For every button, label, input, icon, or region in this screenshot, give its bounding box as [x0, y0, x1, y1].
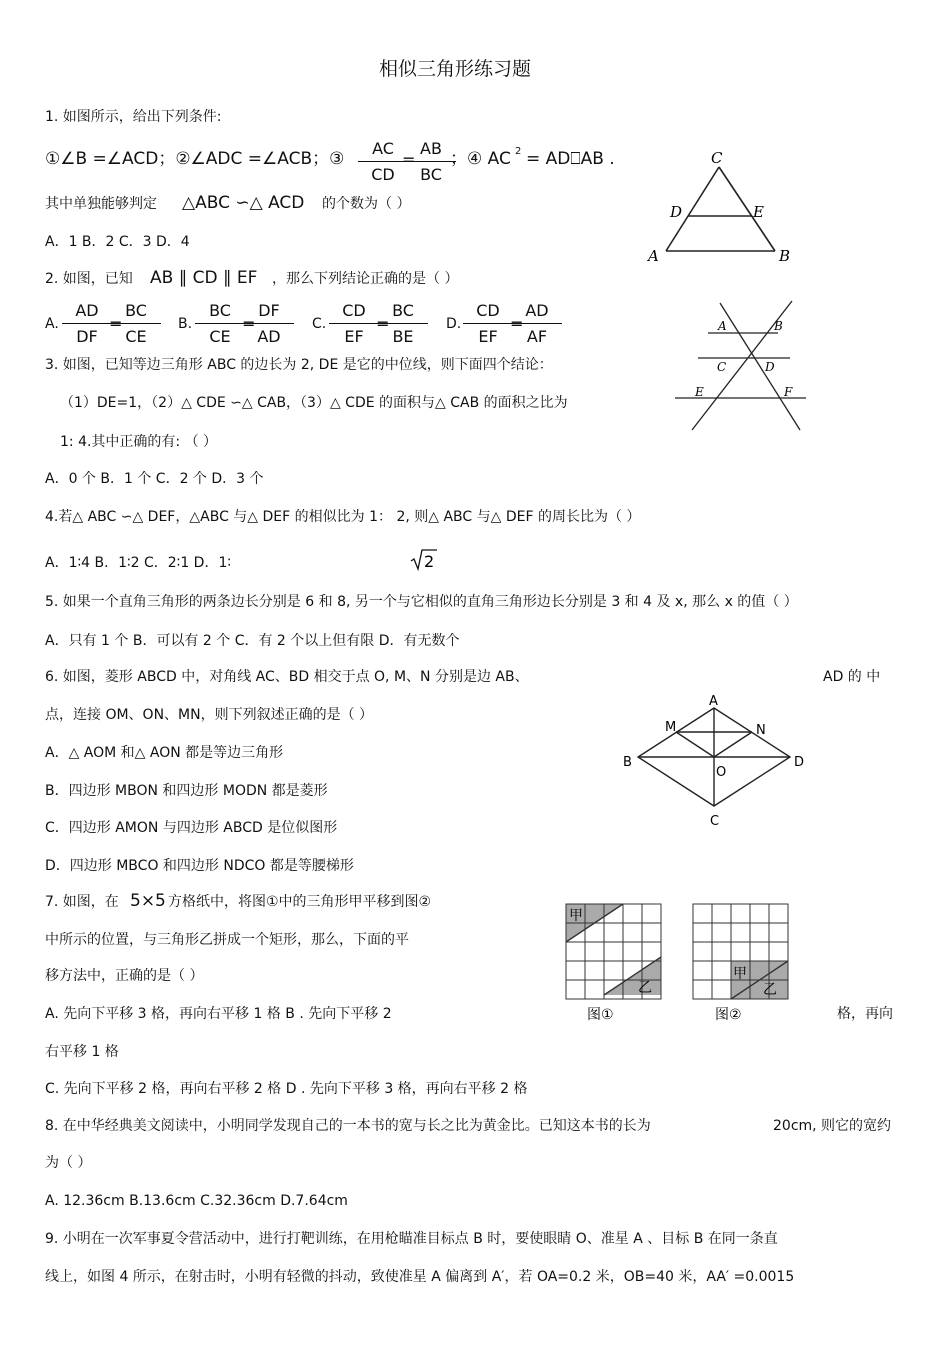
q1-conditions: ①∠B =∠ACD；②∠ADC =∠ACB；③: [45, 149, 345, 169]
fig1-label-d: D: [670, 203, 683, 221]
fig3-label-d: D: [794, 755, 805, 770]
fig2-label-a: A: [718, 319, 727, 333]
q3-options: A．0 个 B．1 个 C．2 个 D．3 个: [45, 471, 264, 487]
q3-stem: 3. 如图，已知等边三角形 ABC 的边长为 2, DE 是它的中位线，则下面四个结论：: [45, 357, 553, 373]
q6-line2: 点，连接 OM、ON、MN，则下列叙述正确的是（ ）: [45, 707, 374, 723]
q5-options: A．只有 1 个 B．可以有 2 个 C．有 2 个以上但有限 D．有无数个: [45, 633, 460, 649]
q3-line2: （1）DE=1，（2）△ CDE ∽△ CAB，（3）△ CDE 的面积与△ CAB 的面积之比为: [60, 395, 568, 411]
fig1-label-a: A: [648, 247, 659, 265]
caption-figure-1: 图①: [587, 1007, 614, 1023]
q7-option-b-line2: 右平移 1 格: [45, 1044, 119, 1060]
q2-option-d-label: D.: [446, 316, 462, 332]
q1-question-b: △ABC ∽△ ACD: [182, 193, 305, 213]
q8-options: A. 12.36cm B.13.6cm C.32.36cm D.7.64cm: [45, 1193, 348, 1209]
figure-parallel-lines: [670, 298, 810, 433]
q4-options: A．1∶4 B．1∶2 C．2∶1 D．1∶: [45, 555, 232, 571]
q7-line3: 移方法中，正确的是（ ）: [45, 968, 204, 984]
q2-b-frac2: $\frac{DF}{AD}$: [244, 301, 294, 347]
q7-line2: 中所示的位置，与三角形乙拼成一个矩形，那么，下面的平: [45, 932, 409, 948]
fig3-label-o: O: [716, 765, 727, 780]
fig1-label-e: E: [753, 203, 764, 221]
q8-length-value: 20cm, 则它的宽约: [773, 1118, 892, 1134]
figure-rhombus-abcd: [620, 690, 820, 835]
q9-stem: 9. 小明在一次军事夏令营活动中，进行打靶训练，在用枪瞄准目标点 B 时，要使眼睛 O、准星 A 、目标 B 在同一条直: [45, 1231, 778, 1247]
q9-line2: 线上，如图 4 所示，在射击时，小明有轻微的抖动，致使准星 A 偏离到 A′，若 OA=0.2 米，OB=40 米，AA′ =0.0015: [45, 1269, 795, 1285]
q7-grid-size: 5×5: [130, 891, 166, 911]
q2-option-c-label: C.: [312, 316, 327, 332]
grid1-jia: 甲: [569, 908, 583, 924]
figure-triangle-ade: [640, 145, 800, 270]
fig2-label-c: C: [717, 360, 727, 374]
fig2-label-d: D: [765, 360, 775, 374]
q1-stem: 1. 如图所示，给出下列条件:: [45, 109, 222, 125]
q2-stem-c: ，那么下列结论正确的是（ ）: [272, 271, 459, 287]
fig1-label-c: C: [711, 149, 723, 167]
q6-option-d: D．四边形 MBCO 和四边形 NDCO 都是等腰梯形: [45, 858, 354, 874]
caption-figure-2: 图②: [715, 1007, 742, 1023]
q5-stem: 5. 如果一个直角三角形的两条边长分别是 6 和 8, 另一个与它相似的直角三角形边长分别是 3 和 4 及 x, 那么 x 的值（ ）: [45, 594, 798, 610]
q6-stem-b: AD 的 中: [823, 669, 881, 685]
q6-option-a: A．△ AOM 和△ AON 都是等边三角形: [45, 745, 284, 761]
sqrt-symbol: [410, 548, 438, 572]
q1-fraction-ac-cd: $\frac{AC}{CD}$: [358, 139, 408, 185]
grid1-yi: 乙: [638, 980, 652, 996]
fig2-label-f: F: [784, 385, 793, 399]
q2-c-frac2: $\frac{BC}{BE}$: [378, 301, 428, 347]
q2-option-a-label: A.: [45, 316, 59, 332]
q1-superscript: 2: [515, 146, 522, 157]
q7-option-b-tail: 格，再向: [837, 1006, 893, 1022]
q1-condition4b: = AD⎕AB .: [526, 149, 615, 169]
q8-stem: 8. 在中华经典美文阅读中，小明同学发现自己的一本书的宽与长之比为黄金比。已知这本书的长为: [45, 1118, 651, 1134]
q2-b-frac1: $\frac{BC}{CE}$: [195, 301, 245, 347]
q2-c-frac1: $\frac{CD}{EF}$: [329, 301, 379, 347]
q1-question-a: 其中单独能够判定: [45, 196, 157, 212]
q3-line3: 1: 4.其中正确的有: （ ）: [60, 434, 218, 450]
figure-grids: [560, 898, 800, 1028]
q6-option-b: B．四边形 MBON 和四边形 MODN 都是菱形: [45, 783, 328, 799]
fig3-label-n: N: [756, 723, 766, 738]
q2-d-frac1: $\frac{CD}{EF}$: [463, 301, 513, 347]
fig3-label-c: C: [710, 814, 720, 829]
q2-d-frac2: $\frac{AD}{AF}$: [512, 301, 562, 347]
q7-stem-a: 7. 如图，在: [45, 894, 119, 910]
q7-option-a-b: A. 先向下平移 3 格，再向右平移 1 格 B . 先向下平移 2: [45, 1006, 392, 1022]
fig2-label-b: B: [774, 319, 783, 333]
grid2-yi: 乙: [763, 982, 777, 998]
q8-line2: 为（ ）: [45, 1155, 92, 1171]
q4-stem: 4.若△ ABC ∽△ DEF，△ABC 与△ DEF 的相似比为 1： 2, 则△ ABC 与△ DEF 的周长比为（ ）: [45, 509, 641, 525]
grid-2: [693, 904, 788, 999]
q1-options: A．1 B．2 C．3 D．4: [45, 234, 190, 250]
q1-condition4: ；④ AC: [450, 149, 511, 169]
q7-stem-b: 方格纸中，将图①中的三角形甲平移到图②: [168, 894, 432, 910]
fig3-label-a: A: [709, 694, 718, 709]
q7-option-c-d: C. 先向下平移 2 格，再向右平移 2 格 D . 先向下平移 3 格，再向右平移 2 格: [45, 1081, 528, 1097]
grid2-jia: 甲: [733, 966, 747, 982]
sqrt-radicand: 2: [424, 552, 435, 571]
q1-fraction-ab-bc: $\frac{AB}{BC}$: [406, 139, 456, 185]
q6-stem-a: 6. 如图，菱形 ABCD 中，对角线 AC、BD 相交于点 O, M、N 分别是边 AB、: [45, 669, 529, 685]
q2-a-frac2: $\frac{BC}{CE}$: [111, 301, 161, 347]
q2-stem-a: 2. 如图，已知: [45, 271, 133, 287]
q1-question-c: 的个数为（ ）: [322, 196, 411, 212]
grid-1: [566, 904, 661, 999]
fig1-label-b: B: [779, 247, 791, 265]
q6-option-c: C．四边形 AMON 与四边形 ABCD 是位似图形: [45, 820, 338, 836]
fig3-label-b: B: [623, 755, 632, 770]
q2-option-b-label: B.: [178, 316, 193, 332]
fig2-label-e: E: [695, 385, 704, 399]
q2-stem-b: AB ∥ CD ∥ EF: [150, 268, 258, 288]
page-title: 相似三角形练习题: [379, 58, 532, 80]
fig3-label-m: M: [665, 720, 677, 735]
q2-a-frac1: $\frac{AD}{DF}$: [62, 301, 112, 347]
